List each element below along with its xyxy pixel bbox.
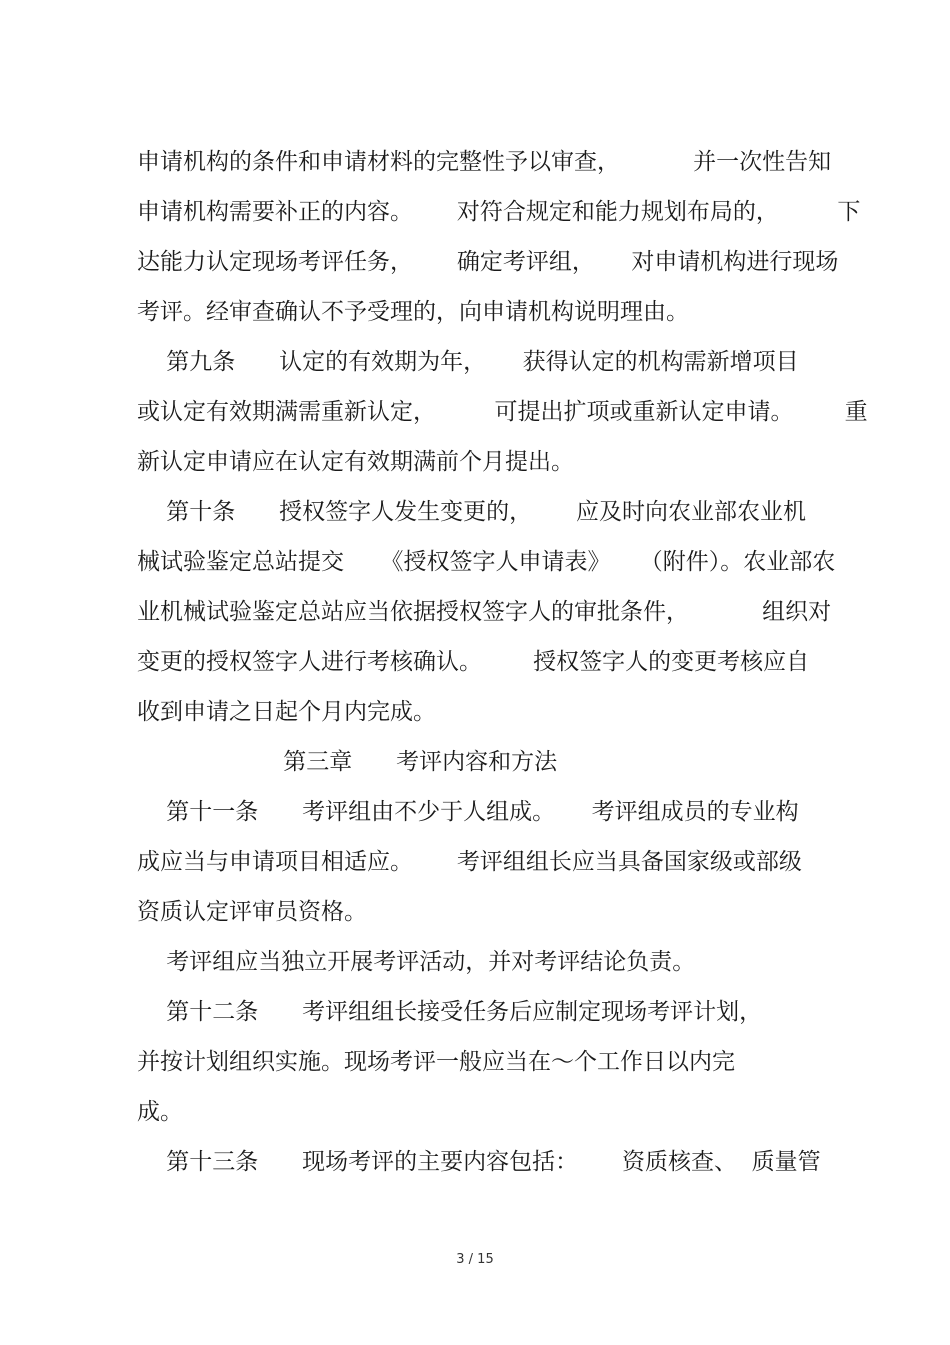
text-line: 考评组应当独立开展考评活动，并对考评结论负责。 [137,949,696,975]
chapter-3-title: 第三章 考评内容和方法 [137,749,558,775]
article-12-heading: 第十二条 考评组组长接受任务后应制定现场考评计划， [137,999,763,1025]
text-line: 收到申请之日起个月内完成。 [137,699,436,725]
page-number: 3 / 15 [456,1252,494,1267]
text-line: 并按计划组织实施。现场考评一般应当在～个工作日以内完 [137,1049,735,1075]
article-10-heading: 第十条 授权签字人发生变更的， 应及时向农业部农业机 [137,499,806,525]
text-line: 申请机构需要补正的内容。 对符合规定和能力规划布局的， 下 [137,199,861,225]
article-11-heading: 第十一条 考评组由不少于人组成。 考评组成员的专业构 [137,799,799,825]
text-line: 成。 [137,1099,183,1125]
text-line: 成应当与申请项目相适应。 考评组组长应当具备国家级或部级 [137,849,802,875]
text-line: 业机械试验鉴定总站应当依据授权签字人的审批条件， 组织对 [137,599,832,625]
article-9-heading: 第九条 认定的有效期为年， 获得认定的机构需新增项目 [137,349,799,375]
text-line: 考评。经审查确认不予受理的，向申请机构说明理由。 [137,299,689,325]
text-line: 新认定申请应在认定有效期满前个月提出。 [137,449,574,475]
text-line: 申请机构的条件和申请材料的完整性予以审查， 并一次性告知 [137,149,832,175]
article-13-heading: 第十三条 现场考评的主要内容包括： 资质核查、 质量管 [137,1149,821,1175]
text-line: 械试验鉴定总站提交 《授权签字人申请表》 （附件）。农业部农 [137,549,836,575]
text-line: 或认定有效期满需重新认定， 可提出扩项或重新认定申请。 重 [137,399,868,425]
text-line: 变更的授权签字人进行考核确认。 授权签字人的变更考核应自 [137,649,810,675]
text-line: 达能力认定现场考评任务， 确定考评组， 对申请机构进行现场 [137,249,839,275]
text-line: 资质认定评审员资格。 [137,899,367,925]
